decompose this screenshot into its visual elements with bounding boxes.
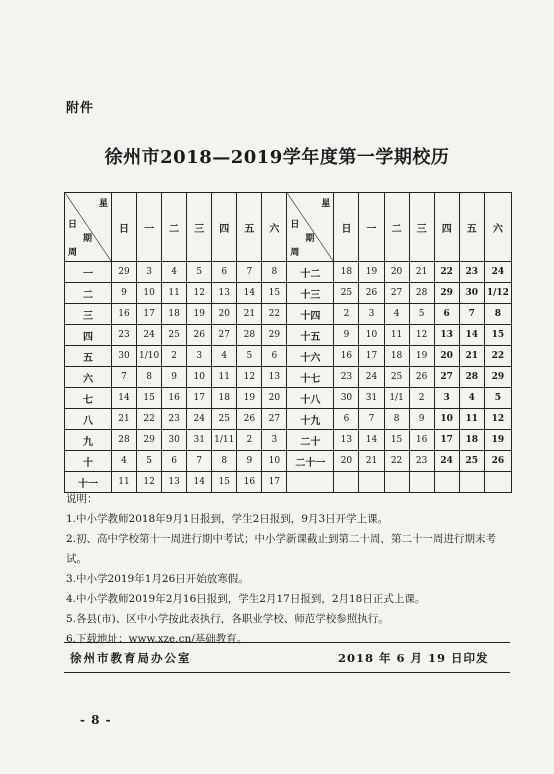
day-cell: 17 [434, 430, 459, 451]
footer-top-rule [64, 642, 510, 643]
day-cell: 4 [384, 304, 409, 325]
table-row [65, 325, 512, 346]
day-cell: 18 [384, 346, 409, 367]
day-cell: 30 [111, 346, 136, 367]
day-cell: 27 [434, 367, 459, 388]
day-cell: 18 [212, 388, 237, 409]
week-label: 十六 [287, 346, 334, 367]
week-label: 十九 [287, 409, 334, 430]
note-item: 6.下载地址：www.xze.cn/基础教育。 [66, 633, 248, 645]
week-label: 二十 [287, 430, 334, 451]
note-item: 3.中小学2019年1月26日开始放寒假。 [66, 573, 249, 585]
day-cell: 30 [459, 283, 484, 304]
header-day: 一 [359, 193, 384, 262]
table-row [65, 451, 512, 472]
day-cell: 15 [137, 388, 162, 409]
week-label: 五 [65, 346, 112, 367]
diag-label: 星 [321, 199, 331, 209]
table-row [65, 262, 512, 283]
day-cell: 12 [409, 325, 434, 346]
day-cell: 14 [459, 325, 484, 346]
day-cell: 7 [237, 262, 262, 283]
day-cell: 1/12 [484, 283, 511, 304]
day-cell: 23 [459, 262, 484, 283]
day-cell: 8 [137, 367, 162, 388]
day-cell: 3 [434, 388, 459, 409]
day-cell: 10 [137, 283, 162, 304]
day-cell: 19 [484, 430, 511, 451]
calendar-body [65, 262, 512, 493]
day-cell: 28 [409, 283, 434, 304]
day-cell: 22 [384, 451, 409, 472]
day-cell: 26 [484, 451, 511, 472]
day-cell: 21 [359, 451, 384, 472]
day-cell: 5 [137, 451, 162, 472]
day-cell: 9 [237, 451, 262, 472]
diag-label: 日 [68, 220, 78, 230]
diag-label: 期 [83, 234, 93, 244]
day-cell: 30 [334, 388, 359, 409]
page-number: - 8 - [80, 713, 112, 727]
day-cell: 15 [484, 325, 511, 346]
day-cell: 10 [187, 367, 212, 388]
week-label: 十三 [287, 283, 334, 304]
diag-label: 星 [98, 199, 108, 209]
notes-heading: 说明： [66, 493, 98, 505]
day-cell: 8 [212, 451, 237, 472]
day-cell: 26 [359, 283, 384, 304]
note-item: 5.各县(市)、区中小学按此表执行，各职业学校、师范学校参照执行。 [66, 613, 389, 625]
day-cell: 20 [384, 262, 409, 283]
day-cell: 14 [187, 472, 212, 493]
day-cell: 24 [359, 367, 384, 388]
day-cell: 23 [162, 409, 187, 430]
day-cell: 2 [409, 388, 434, 409]
day-cell: 27 [212, 325, 237, 346]
day-cell: 5 [187, 262, 212, 283]
header-day: 三 [187, 193, 212, 262]
day-cell: 24 [187, 409, 212, 430]
day-cell: 16 [237, 472, 262, 493]
day-cell: 19 [359, 262, 384, 283]
day-cell: 3 [137, 262, 162, 283]
day-cell: 29 [484, 367, 511, 388]
week-label: 六 [65, 367, 112, 388]
day-cell: 6 [434, 304, 459, 325]
day-cell: 4 [111, 451, 136, 472]
day-cell: 21 [111, 409, 136, 430]
day-cell: 12 [484, 409, 511, 430]
day-cell: 28 [459, 367, 484, 388]
day-cell: 11 [111, 472, 136, 493]
footer-issuer: 徐州市教育局办公室 [70, 651, 192, 665]
day-cell: 25 [459, 451, 484, 472]
day-cell: 18 [162, 304, 187, 325]
day-cell: 4 [162, 262, 187, 283]
day-cell: 13 [334, 430, 359, 451]
diag-label: 周 [68, 248, 78, 258]
day-cell: 2 [334, 304, 359, 325]
day-cell: 8 [262, 262, 287, 283]
day-cell: 16 [162, 388, 187, 409]
week-label: 一 [65, 262, 112, 283]
day-cell: 24 [137, 325, 162, 346]
day-cell: 28 [237, 325, 262, 346]
day-cell: 20 [212, 304, 237, 325]
day-cell: 13 [434, 325, 459, 346]
day-cell: 13 [262, 367, 287, 388]
table-row [65, 388, 512, 409]
day-cell: 20 [334, 451, 359, 472]
header-diagonal-cell-right [287, 193, 334, 262]
notes-section [66, 489, 506, 649]
day-cell: 10 [434, 409, 459, 430]
header-day: 四 [212, 193, 237, 262]
day-cell: 18 [334, 262, 359, 283]
note-item: 2.初、高中学校第十一周进行期中考试；中小学新课截止到第二十周，第二十一周进行期末考试。 [66, 533, 497, 565]
footer-date: 2018 年 6 月 19 日印发 [338, 651, 489, 665]
day-cell: 20 [434, 346, 459, 367]
week-label: 二十一 [287, 451, 334, 472]
day-cell: 9 [111, 283, 136, 304]
day-cell: 14 [237, 283, 262, 304]
day-cell: 6 [162, 451, 187, 472]
header-day: 六 [262, 193, 287, 262]
day-cell: 21 [459, 346, 484, 367]
day-cell: 14 [359, 430, 384, 451]
day-cell: 11 [212, 367, 237, 388]
day-cell: 21 [409, 262, 434, 283]
day-cell: 8 [384, 409, 409, 430]
day-cell: 7 [111, 367, 136, 388]
day-cell: 26 [187, 325, 212, 346]
day-cell: 10 [262, 451, 287, 472]
header-day: 五 [459, 193, 484, 262]
day-cell: 8 [484, 304, 511, 325]
day-cell: 25 [162, 325, 187, 346]
day-cell: 29 [137, 430, 162, 451]
week-label: 三 [65, 304, 112, 325]
table-header-row [65, 193, 512, 262]
day-cell: 3 [187, 346, 212, 367]
day-cell: 31 [359, 388, 384, 409]
day-cell: 30 [162, 430, 187, 451]
week-label: 十四 [287, 304, 334, 325]
header-diagonal-cell-left [65, 193, 112, 262]
week-label: 十 [65, 451, 112, 472]
header-day: 日 [334, 193, 359, 262]
day-cell: 5 [484, 388, 511, 409]
week-label: 二 [65, 283, 112, 304]
day-cell: 27 [262, 409, 287, 430]
table-row [65, 283, 512, 304]
day-cell: 23 [111, 325, 136, 346]
day-cell: 19 [237, 388, 262, 409]
day-cell: 1/10 [137, 346, 162, 367]
week-label: 十八 [287, 388, 334, 409]
day-cell: 3 [262, 430, 287, 451]
day-cell: 22 [484, 346, 511, 367]
day-cell: 2 [237, 430, 262, 451]
page-title: 徐州市2018—2019学年度第一学期校历 [104, 147, 450, 168]
week-label: 四 [65, 325, 112, 346]
diag-label: 期 [305, 234, 315, 244]
day-cell: 29 [434, 283, 459, 304]
day-cell: 3 [359, 304, 384, 325]
note-item: 4.中小学教师2019年2月16日报到，学生2月17日报到，2月18日正式上课。 [66, 593, 426, 605]
day-cell: 31 [187, 430, 212, 451]
day-cell: 9 [334, 325, 359, 346]
header-day: 五 [237, 193, 262, 262]
day-cell: 22 [262, 304, 287, 325]
day-cell: 4 [212, 346, 237, 367]
day-cell: 11 [162, 283, 187, 304]
day-cell: 16 [334, 346, 359, 367]
day-cell: 26 [409, 367, 434, 388]
day-cell: 6 [334, 409, 359, 430]
header-day: 六 [484, 193, 511, 262]
table-row [65, 430, 512, 451]
day-cell: 17 [359, 346, 384, 367]
day-cell: 25 [334, 283, 359, 304]
diag-label: 日 [290, 220, 300, 230]
day-cell: 24 [484, 262, 511, 283]
day-cell: 22 [434, 262, 459, 283]
day-cell: 12 [137, 472, 162, 493]
note-item: 1.中小学教师2018年9月1日报到，学生2日报到，9月3日开学上课。 [66, 513, 389, 525]
day-cell: 24 [434, 451, 459, 472]
header-day: 二 [384, 193, 409, 262]
table-row [65, 346, 512, 367]
week-label: 九 [65, 430, 112, 451]
table-row [65, 304, 512, 325]
week-label: 十七 [287, 367, 334, 388]
day-cell: 18 [459, 430, 484, 451]
day-cell: 28 [111, 430, 136, 451]
day-cell: 4 [459, 388, 484, 409]
day-cell: 6 [262, 346, 287, 367]
day-cell: 22 [137, 409, 162, 430]
day-cell: 27 [384, 283, 409, 304]
day-cell: 1/1 [384, 388, 409, 409]
day-cell: 7 [187, 451, 212, 472]
week-label: 十五 [287, 325, 334, 346]
day-cell: 29 [111, 262, 136, 283]
day-cell: 20 [262, 388, 287, 409]
day-cell: 29 [262, 325, 287, 346]
week-label: 十二 [287, 262, 334, 283]
table-row [65, 367, 512, 388]
day-cell: 16 [111, 304, 136, 325]
table-row [65, 409, 512, 430]
school-calendar-table [64, 192, 512, 493]
day-cell: 5 [409, 304, 434, 325]
diag-label: 周 [290, 248, 300, 258]
day-cell: 6 [212, 262, 237, 283]
week-label: 十一 [65, 472, 112, 493]
day-cell: 5 [237, 346, 262, 367]
day-cell: 9 [162, 367, 187, 388]
day-cell: 13 [162, 472, 187, 493]
footer-bottom-rule [64, 672, 510, 673]
day-cell: 26 [237, 409, 262, 430]
day-cell: 15 [212, 472, 237, 493]
header-day: 三 [409, 193, 434, 262]
day-cell: 23 [334, 367, 359, 388]
day-cell: 1/11 [212, 430, 237, 451]
day-cell: 9 [409, 409, 434, 430]
day-cell: 15 [384, 430, 409, 451]
day-cell: 25 [212, 409, 237, 430]
day-cell: 14 [111, 388, 136, 409]
day-cell: 17 [137, 304, 162, 325]
day-cell: 11 [459, 409, 484, 430]
header-day: 二 [162, 193, 187, 262]
day-cell: 7 [359, 409, 384, 430]
day-cell: 23 [409, 451, 434, 472]
day-cell: 12 [187, 283, 212, 304]
day-cell: 7 [459, 304, 484, 325]
day-cell: 19 [187, 304, 212, 325]
day-cell: 17 [187, 388, 212, 409]
day-cell: 19 [409, 346, 434, 367]
header-day: 日 [111, 193, 136, 262]
day-cell: 13 [212, 283, 237, 304]
day-cell: 17 [262, 472, 287, 493]
day-cell: 15 [262, 283, 287, 304]
day-cell: 12 [237, 367, 262, 388]
day-cell: 21 [237, 304, 262, 325]
attachment-label: 附件 [66, 101, 95, 116]
header-day: 四 [434, 193, 459, 262]
week-label: 八 [65, 409, 112, 430]
day-cell: 16 [409, 430, 434, 451]
day-cell: 2 [162, 346, 187, 367]
week-label: 七 [65, 388, 112, 409]
day-cell: 11 [384, 325, 409, 346]
day-cell: 25 [384, 367, 409, 388]
day-cell: 10 [359, 325, 384, 346]
header-day: 一 [137, 193, 162, 262]
